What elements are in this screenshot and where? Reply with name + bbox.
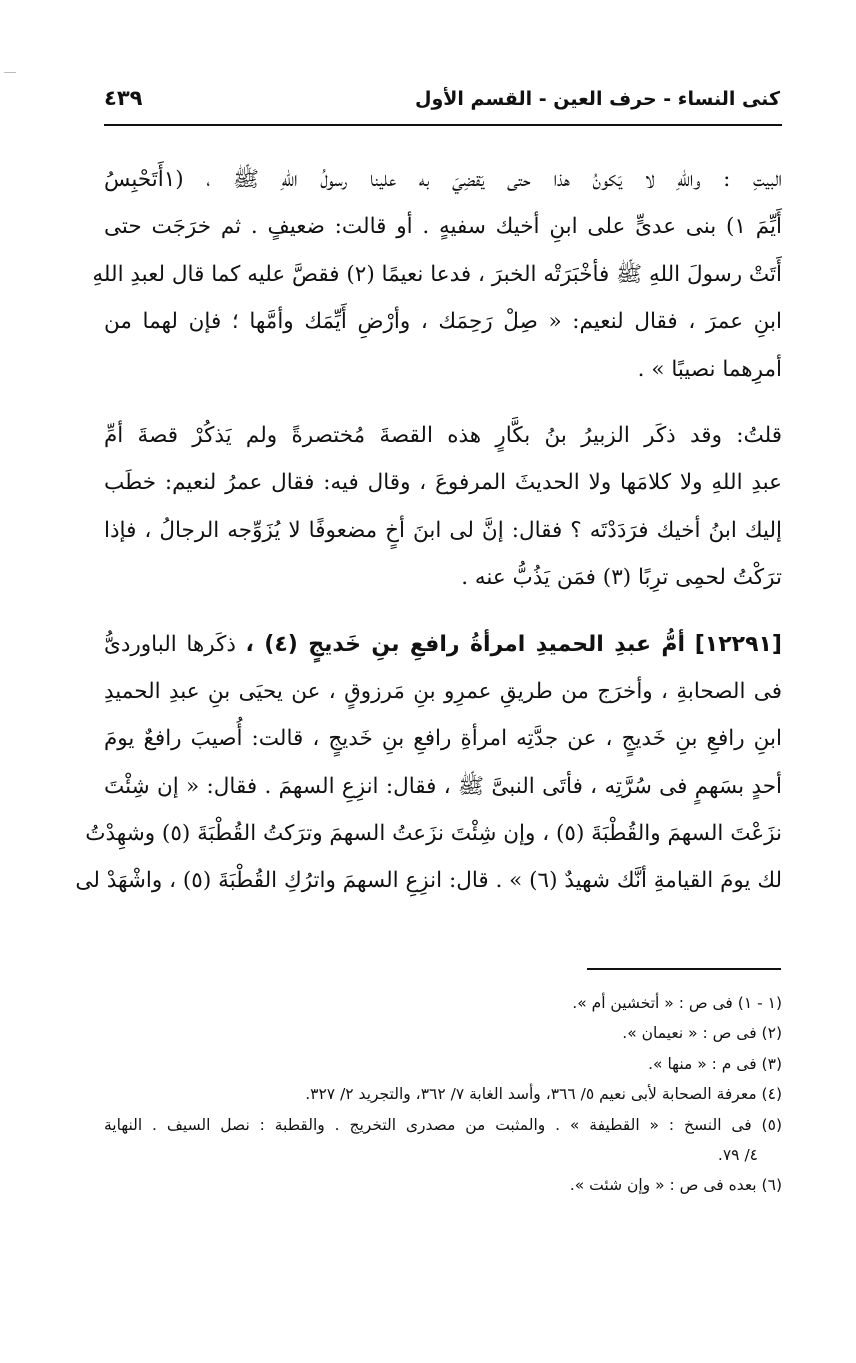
entry-heading-rest: ذكَرها الباوردىُّ bbox=[104, 631, 236, 657]
text-line: أمرِهما نصيبًا » . bbox=[637, 356, 782, 382]
entry-title: أمُّ عبدِ الحميدِ امرأةُ رافعِ بنِ خَديجٍ (٤) ، bbox=[245, 631, 686, 657]
entry-number: [١٢٢٩١] bbox=[694, 631, 782, 657]
paragraph-gap bbox=[104, 602, 782, 621]
text-line: فى الصحابةِ ، وأخرَج من طريقِ عمرِو بنِ مَرزوقٍ ، عن يحيَى بنِ عبدِ الحميدِ bbox=[104, 678, 782, 704]
footnote: (٤) معرفة الصحابة لأبى نعيم ٥/ ٣٦٦، وأسد الغابة ٧/ ٣٦٢، والتجريد ٢/ ٣٢٧. bbox=[305, 1085, 782, 1104]
footnote-rule bbox=[587, 968, 781, 970]
running-title: كنى النساء - حرف العين - القسم الأول bbox=[414, 88, 780, 110]
footnote: (١ - ١) فى ص : « أتخشين أم ». bbox=[572, 994, 782, 1012]
text-line: لك يومَ القيامةِ أنَّك شهيدٌ (٦) » . قال: انزِعِ السهمَ واترُكِ القُطْبَةَ (٥) ، واشْهَدْ لى bbox=[75, 868, 782, 894]
margin-mark bbox=[4, 72, 16, 73]
footnotes bbox=[104, 988, 782, 1201]
footnote-continuation: ٤/ ٧٩. bbox=[717, 1145, 758, 1164]
footnote: (٦) بعده فى ص : « وإن شئت ». bbox=[569, 1176, 782, 1195]
text-line: البيتِ : واللهِ لا يَكونُ هذا حتى يَقضِيَ به علينا رسولُ اللهِ ﷺ ، (١أَتَحْبِسُ bbox=[104, 167, 782, 192]
text-line: عبدِ اللهِ ولا كلامَها ولا الحديثَ المرفوعَ ، وقال فيه: فقال عمرُ لنعيم: خطَب bbox=[104, 470, 782, 496]
main-text bbox=[75, 156, 782, 905]
text-line: أَيِّمَ ١) بنى عدىٍّ على ابنِ أخيك سفيهٍ . أو قالت: ضعيفٍ . ثم خرَجَت حتى bbox=[104, 214, 782, 240]
footnote: (٥) فى النسخ : « القطيفة » . والمثبت من مصدرى التخريج . والقطبة : نصل السيف . النهاية bbox=[104, 1115, 782, 1134]
page-header bbox=[104, 82, 780, 118]
entry-heading-line bbox=[104, 621, 782, 668]
text-line: إليك ابنُ أخيك فرَدَدْتَه ؟ فقال: إنَّ لى ابنَ أخٍ مضعوفًا لا يُزَوِّجه الرجالُ ، فإذا bbox=[104, 517, 782, 543]
paragraph-gap bbox=[104, 393, 782, 412]
footnote: (٣) فى م : « منها ». bbox=[648, 1054, 782, 1073]
text-line: أَتَتْ رسولَ اللهِ ﷺ فأخْبَرَتْه الخبرَ ، فدعا نعيمًا (٢) فقصَّ عليه كما قال لعبدِ اللهِ bbox=[92, 261, 782, 287]
text-line: ابنِ عمرَ ، فقال لنعيم: « صِلْ رَحِمَك ، وأرْضِ أَيِّمَك وأمَّها ؛ فإن لهما من bbox=[104, 309, 782, 335]
header-rule bbox=[104, 124, 782, 126]
text-line: ترَكْتُ لحمِى ترِبًا (٣) فمَن يَذُبُّ عنه . bbox=[461, 565, 782, 591]
footnote: (٢) فى ص : « نعيمان ». bbox=[622, 1024, 782, 1043]
text-line: نزَعْتَ السهمَ والقُطْبَةَ (٥) ، وإن شِئْتَ نزَعتُ السهمَ وترَكتُ القُطْبَةَ (٥) وشهِدْتُ bbox=[85, 821, 782, 847]
text-line: ابنِ رافعِ بنِ خَديجٍ ، عن جدَّتِه امرأةِ رافعِ بنِ خَديجٍ ، قالت: أُصيبَ رافعٌ يومَ bbox=[104, 726, 782, 752]
text-line: أحدٍ بسَهمٍ فى سُرَّتِه ، فأتَى النبىَّ ﷺ ، فقال: انزِعِ السهمَ . فقال: « إن شِئْتَ bbox=[104, 773, 782, 799]
text-line: قلتُ: وقد ذكَر الزبيرُ بنُ بكَّارٍ هذه القصةَ مُختصرةً ولم يَذكُرْ قصةَ أمِّ bbox=[104, 422, 782, 448]
page-number: ٤٣٩ bbox=[104, 86, 143, 110]
